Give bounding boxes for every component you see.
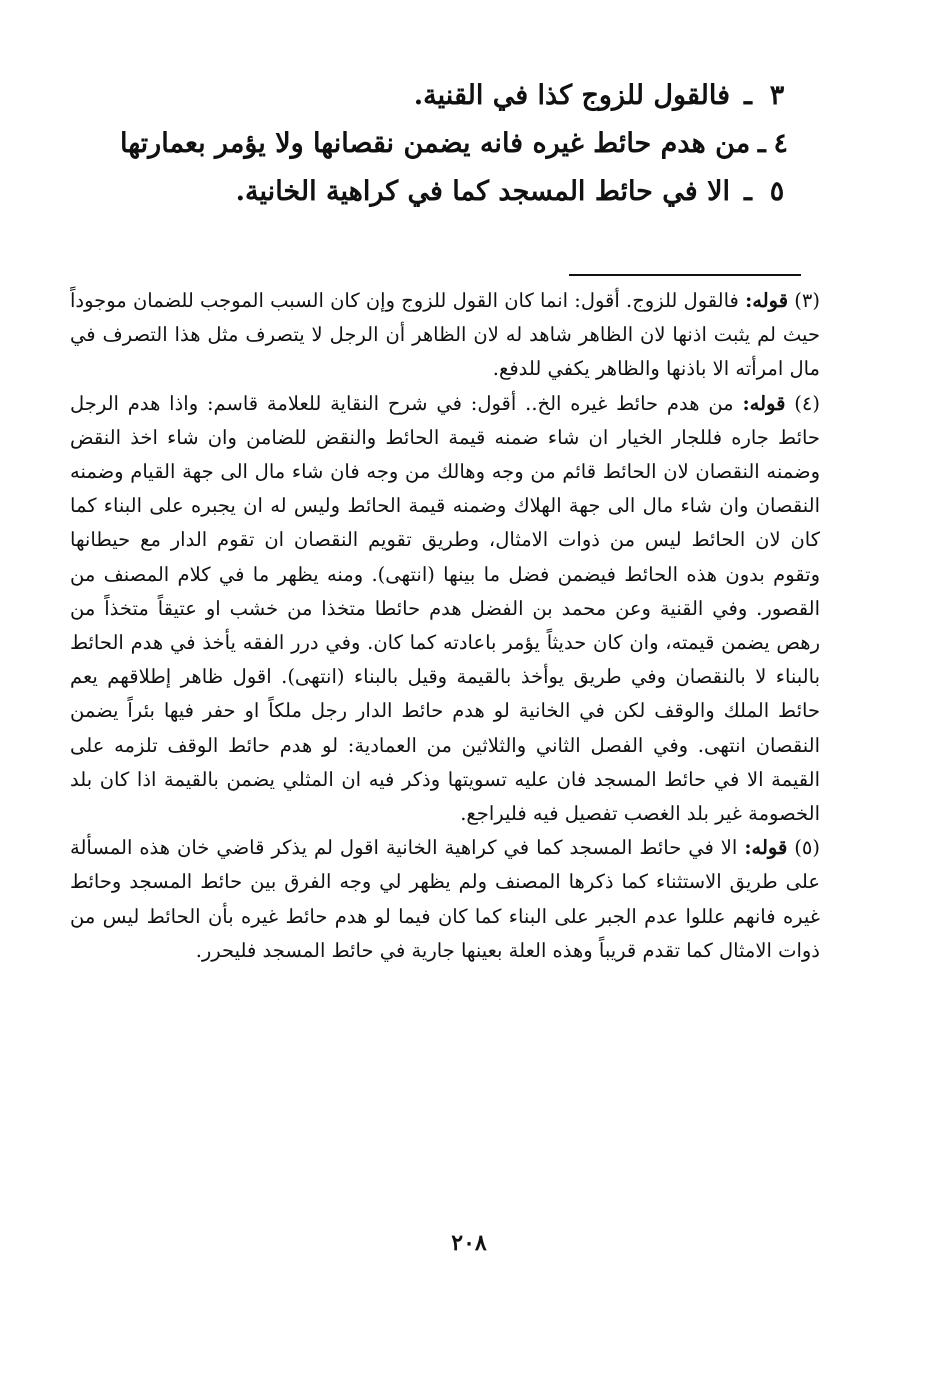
item-dash: ـ [757, 128, 766, 159]
note-number: (٤) [794, 391, 820, 415]
commentary-note [70, 284, 820, 387]
note-number: (٣) [794, 289, 820, 312]
main-text-items [120, 80, 788, 224]
item-dash: ـ [744, 176, 752, 207]
footnote-separator [569, 274, 801, 276]
note-text: من هدم حائط غيره الخ.. أقول: في شرح النقاية للعلامة قاسم: واذا هدم الرجل حائط جاره فللجار الخيار ان شاء ضمنه قيمة الحائط والنقض للضامن وان شاء اخذ النقض وضمنه النقصان لان الحائط قائم من وجه وهالك من وجه فان شاء مال الى جهة القيام وضمنه النقصان وان شاء مال الى جهة الهلاك وضمنه قيمة الحائط وليس له ان يجبره على البناء كما كان لان الحائط ليس من ذوات الامثال، وطريق تقويم النقصان ان تقوم الدار مع حيطانها وتقوم بدون هذه الحائط فيضمن فضل ما بينها (انتهى). ومنه يظهر ما في كلام المصنف من القصور. وفي القنية وعن محمد بن الفضل هدم حائطا متخذا من خشب او عتيقاً متخذاً من رهص يضمن قيمته، وان كان حديثاً يؤمر باعادته كما كان. وفي درر الفقه يأخذ في هدم الحائط بالبناء لا بالنقصان وفي طريق يوأخذ بالقيمة وقيل بالبناء (انتهى). اقول ظاهر إطلاقهم يعم حائط الملك والوقف لكن في الخانية لو هدم حائط الدار رجل ملكاً او حفر فيها بئراً يضمن النقصان انتهى. وفي الفصل الثاني والثلاثين من العمادية: لو هدم حائط الوقف تلزمه على القيمة الا في حائط المسجد فان عليه تسويتها وذكر فيه ان المثلي يضمن بالقيمة اذا كان بلد الخصومة غير بلد الغصب تفصيل فيه فليراجع. [70, 391, 820, 826]
item-dash: ـ [744, 80, 752, 111]
main-item [120, 128, 788, 176]
commentary-notes [70, 284, 820, 968]
main-item [120, 176, 788, 224]
item-text: فالقول للزوج كذا في القنية. [413, 80, 730, 111]
note-label: قوله: [744, 836, 788, 860]
note-text: الا في حائط المسجد كما في كراهية الخانية اقول لم يذكر قاضي خان هذه المسألة على طريق الاستثناء كما ذكرها المصنف ولم يظهر لي وجه الفرق بين حائط المسجد وحائط غيره فانهم عللوا عدم الجبر على البناء كما كان فيما لو هدم حائط غيره بأن الحائط ليس من ذوات الامثال كما تقدم قريباً وهذه العلة بعينها جارية في حائط المسجد فليحرر. [70, 836, 820, 962]
main-item [120, 80, 788, 128]
commentary-note [70, 387, 820, 832]
page-number: ٢٠٨ [451, 1230, 487, 1256]
note-text: فالقول للزوج. أقول: انما كان القول للزوج وإن كان السبب الموجب للضمان موجوداً حيث لم يثبت اذنها لان الظاهر شاهد له لان الظاهر أن الرجل لا يتصرف مثل هذا التصرف في مال امرأته الا باذنها والظاهر يكفي للدفع. [70, 289, 820, 381]
item-text: الا في حائط المسجد كما في كراهية الخانية. [235, 176, 730, 207]
note-label: قوله: [742, 391, 786, 415]
item-number: ٣ [769, 80, 785, 111]
note-label: قوله: [745, 289, 789, 312]
item-number: ٤ [773, 128, 788, 159]
commentary-note [70, 831, 820, 968]
note-number: (٥) [794, 836, 820, 860]
item-text: من هدم حائط غيره فانه يضمن نقصانها ولا يؤمر بعمارتها [120, 128, 751, 159]
item-number: ٥ [769, 176, 785, 207]
